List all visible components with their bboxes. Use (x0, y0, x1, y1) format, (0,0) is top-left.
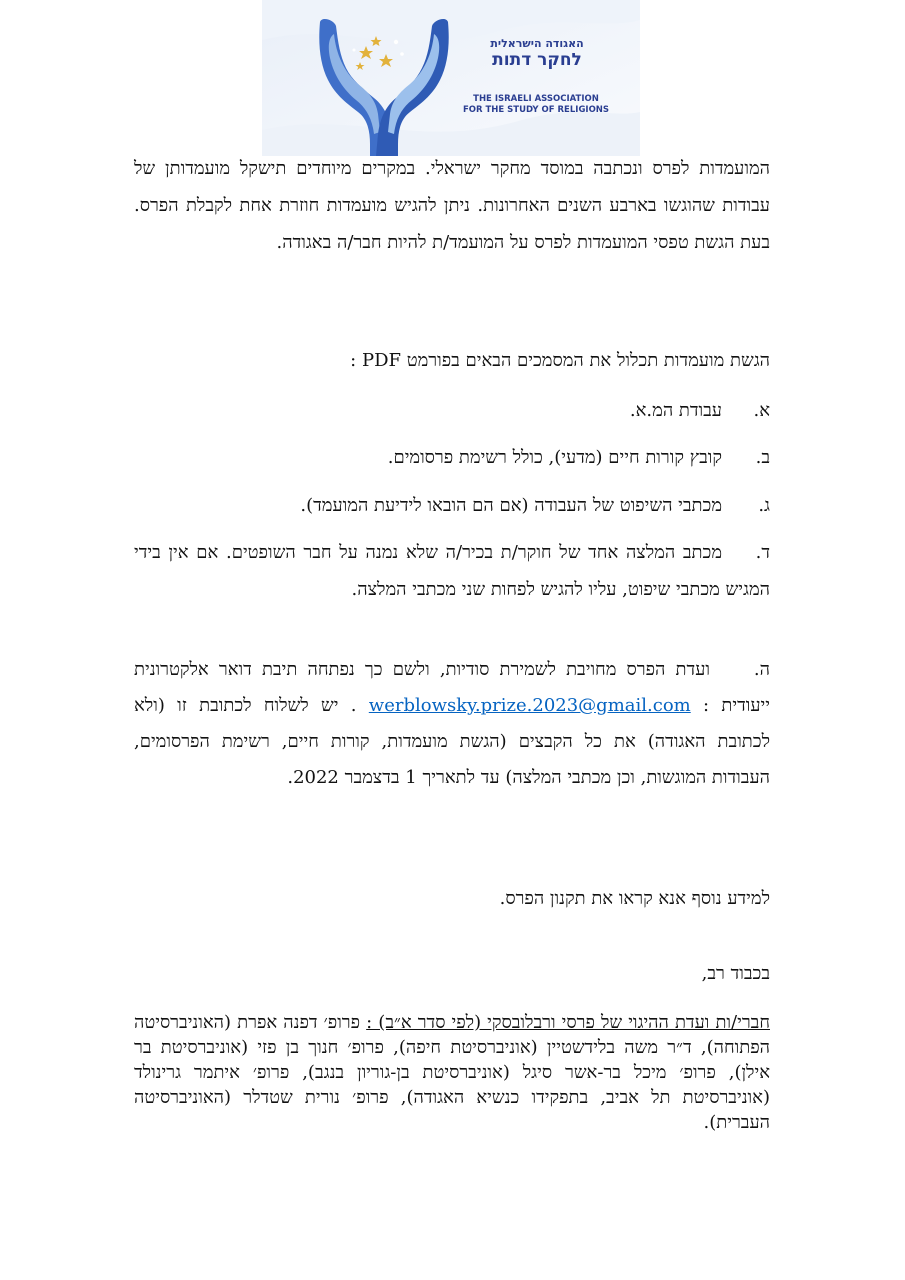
list-item-text: עבודת המ.א. (629, 400, 722, 421)
prize-email-link[interactable]: werblowsky.prize.2023@gmail.com (368, 695, 691, 716)
list-item-text-before: ועדת הפרס מחויבת לשמירת סודיות, ולשם כך נפתחה תיבת דואר אלקטרונית ייעודית : (134, 659, 770, 716)
logo-english-name (456, 94, 616, 115)
logo-english-line2: FOR THE STUDY OF RELIGIONS (462, 104, 610, 115)
list-item-letter: ב. (755, 447, 770, 468)
list-item-letter: א. (753, 400, 770, 421)
list-item-b (134, 439, 770, 476)
logo-english-line1: THE ISRAELI ASSOCIATION (473, 94, 599, 104)
more-info-text: למידע נוסף אנא קראו את תקנון הפרס. (499, 888, 770, 909)
list-item-text: קובץ קורות חיים (מדעי), כולל רשימת פרסומים. (387, 447, 722, 468)
list-item-a (134, 392, 770, 429)
committee-members-list: פרופ׳ דפנה אפרת (האוניברסיטה הפתוחה), ד״ר משה בלידשטיין (אוניברסיטת חיפה), פרופ׳ חנוך בן פזי (אוניברסיטת בר אילן), פרופ׳ מיכל בר-אשר סיגל (אוניברסיטת בן-גוריון בנגב), פרופ׳ איתמר גרינולד (אוניברסיטת תל אביב, בתפקידו כנשיא האגודה), פרופ׳ נורית שטדלר (האוניברסיטה העברית). (134, 1012, 770, 1133)
committee-heading: חברי/ות ועדת ההיגוי של פרסי ורבלובסקי (לפי סדר א״ב) : (366, 1012, 770, 1033)
eligibility-paragraph: המועמדות לפרס ונכתבה במוסד מחקר ישראלי. במקרים מיוחדים תישקל מועמדותן של עבודות שהוגשו בארבע השנים האחרונות. ניתן להגיש מועמדות חוזרת אחת לקבלת הפרס. בעת הגשת טפסי המועמדות לפרס על המועמד/ת להיות חבר/ה באגודה. (134, 158, 770, 253)
association-logo (262, 0, 640, 156)
list-item-letter: ג. (758, 495, 770, 516)
list-item-g (134, 487, 770, 524)
committee-members (134, 1010, 770, 1135)
list-item-letter: ד. (755, 542, 770, 563)
list-item-d (134, 534, 770, 608)
hands-with-stars-icon (314, 14, 454, 156)
list-item-text-after: . יש לשלוח לכתובת זו (ולא לכתובת האגודה) את כל הקבצים (הגשת מועמדות, קורות חיים, רשימת הפרסומים, העבודות המוגשות, וכן מכתבי המלצה) עד לתאריך 1 בדצמבר 2022. (134, 695, 770, 788)
list-item-text: מכתבי השיפוט של העבודה (אם הם הובאו לידיעת המועמד). (300, 495, 722, 516)
logo-hebrew-name (462, 38, 612, 69)
list-item-h (134, 652, 770, 796)
list-item-text: מכתב המלצה אחד של חוקר/ת בכיר/ה שלא נמנה על חבר השופטים. אם אין בידי המגיש מכתבי שיפוט, עליו להגיש לפחות שני מכתבי המלצה. (134, 542, 770, 600)
logo-hebrew-line2: לחקר דתות (492, 50, 582, 70)
closing-regards: בכבוד רב, (701, 963, 770, 984)
submission-intro: הגשת מועמדות תכלול את המסמכים הבאים בפורמט PDF : (350, 350, 770, 371)
list-item-letter: ה. (753, 659, 770, 680)
logo-hebrew-line1: האגודה הישראלית (490, 37, 584, 50)
